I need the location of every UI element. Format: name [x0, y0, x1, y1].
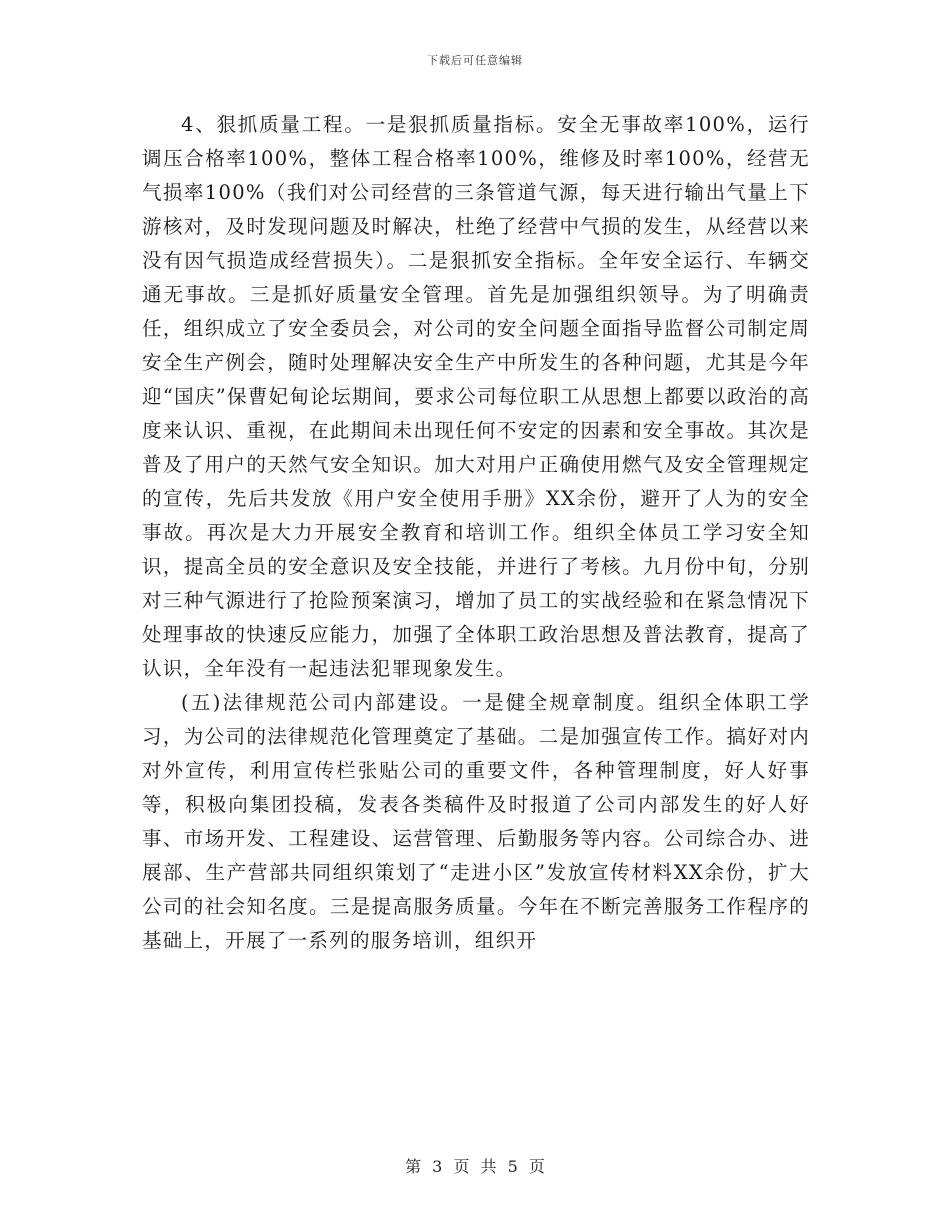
document-body	[142, 108, 810, 958]
paragraph-quality-engineering: 4、狠抓质量工程。一是狠抓质量指标。安全无事故率100%，运行调压合格率100%，整体工程合格率100%，维修及时率100%，经营无气损率100%（我们对公司经营的三条管道气源，每天进行输出气量上下游核对，及时发现问题及时解决，杜绝了经营中气损的发生，从经营以来没有因气损造成经营损失）。二是狠抓安全指标。全年安全运行、车辆交通无事故。三是抓好质量安全管理。首先是加强组织领导。为了明确责任，组织成立了安全委员会，对公司的安全问题全面指导监督公司制定周安全生产例会，随时处理解决安全生产中所发生的各种问题，尤其是今年迎“国庆”保曹妃甸论坛期间，要求公司每位职工从思想上都要以政治的高度来认识、重视，在此期间未出现任何不安定的因素和安全事故。其次是普及了用户的天然气安全知识。加大对用户正确使用燃气及安全管理规定的宣传，先后共发放《用户安全使用手册》XX余份，避开了人为的安全事故。再次是大力开展安全教育和培训工作。组织全体员工学习安全知识，提高全员的安全意识及安全技能，并进行了考核。九月份中旬，分别对三种气源进行了抢险预案演习，增加了员工的实战经验和在紧急情况下处理事故的快速反应能力，加强了全体职工政治思想及普法教育，提高了认识，全年没有一起违法犯罪现象发生。	[142, 113, 810, 680]
page-header-note: 下载后可任意编辑	[427, 54, 523, 67]
paragraph-legal-standards: (五)法律规范公司内部建设。一是健全规章制度。组织全体职工学习，为公司的法律规范化管理奠定了基础。二是加强宣传工作。搞好对内对外宣传，利用宣传栏张贴公司的重要文件，各种管理制度，好人好事等，积极向集团投稿，发表各类稿件及时报道了公司内部发生的好人好事、市场开发、工程建设、运营管理、后勤服务等内容。公司综合办、进展部、生产营部共同组织策划了“走进小区”发放宣传材料XX余份，扩大公司的社会知名度。三是提高服务质量。今年在不断完善服务工作程序的基础上，开展了一系列的服务培训，组织开	[142, 691, 810, 952]
page-number-footer: 第 3 页 共 5 页	[405, 1157, 545, 1176]
